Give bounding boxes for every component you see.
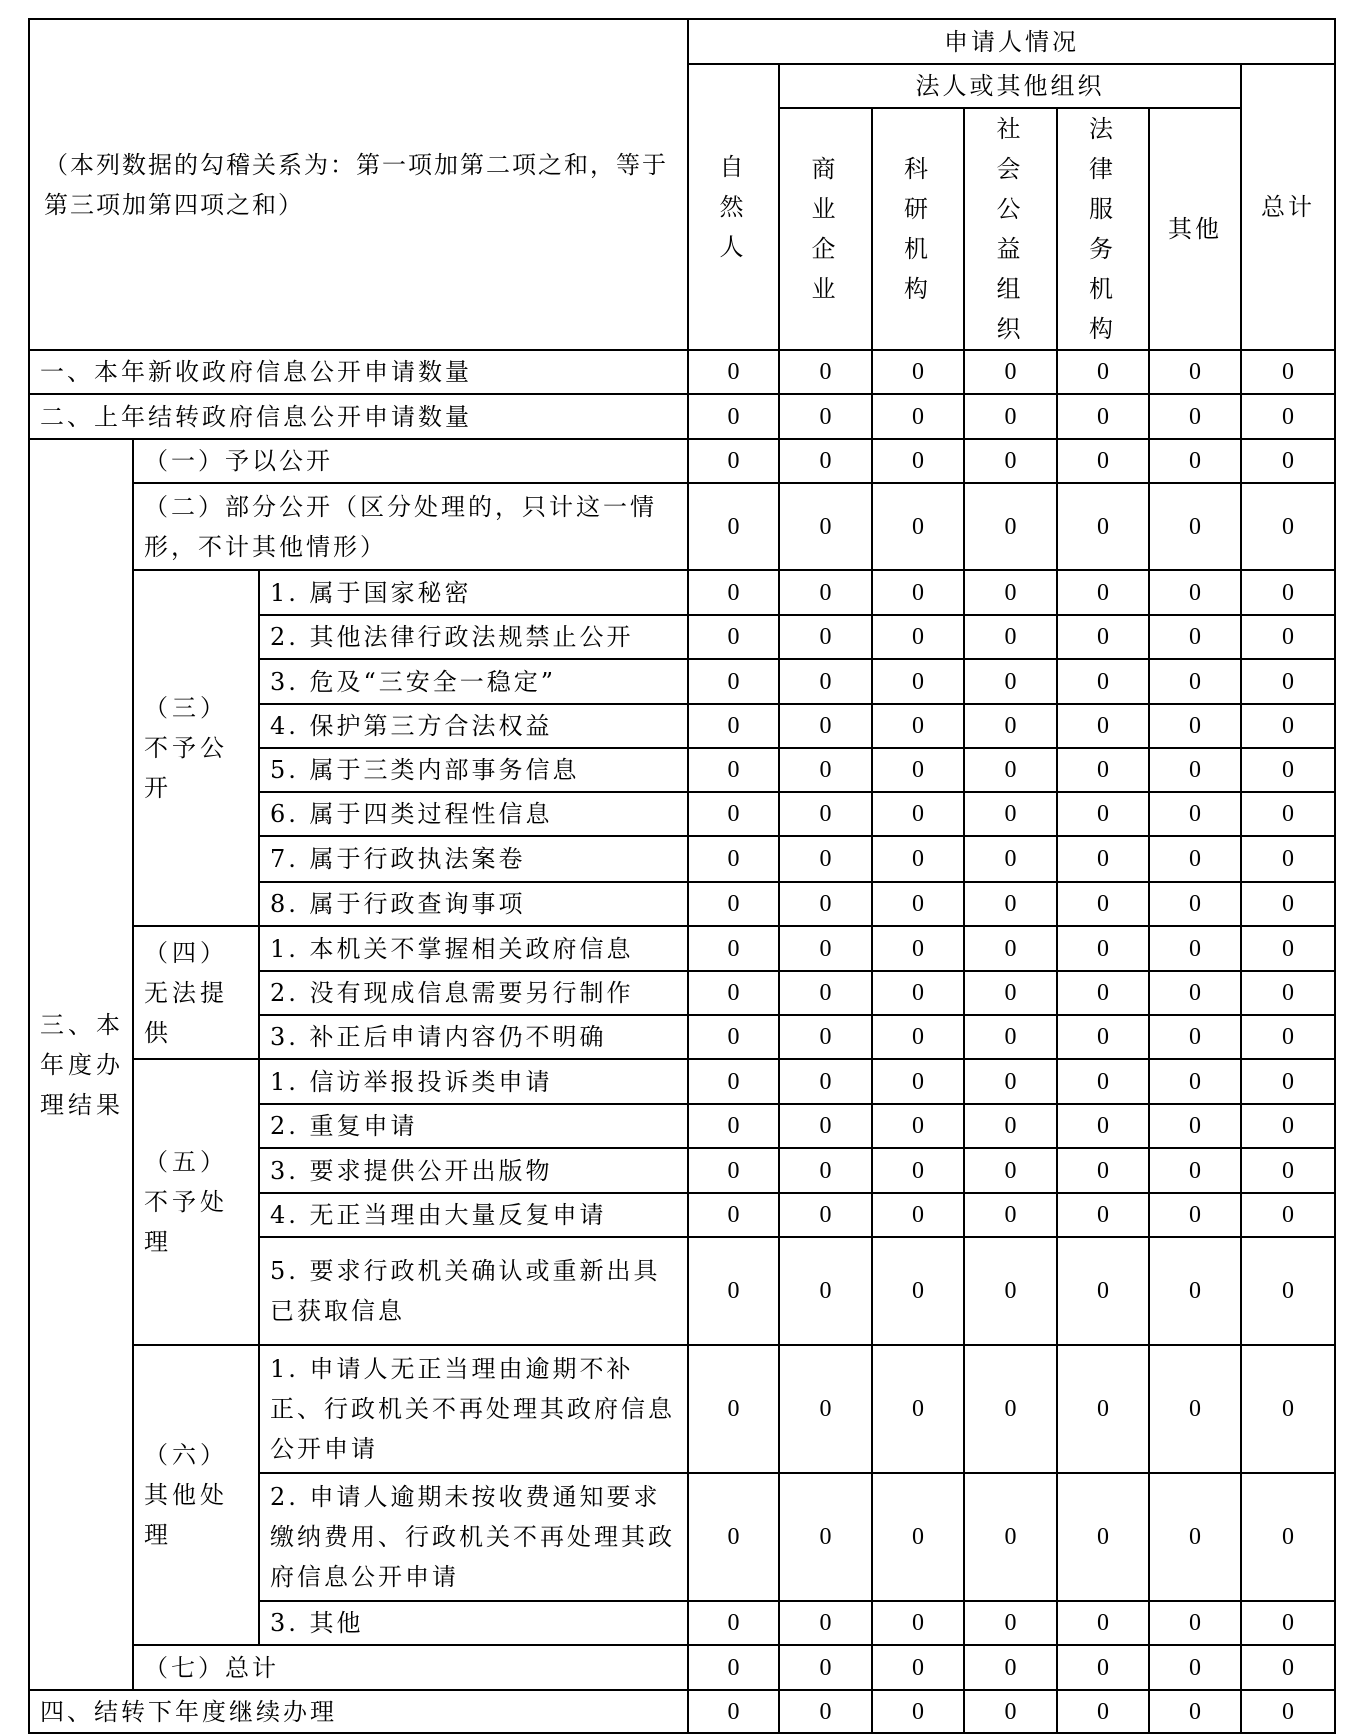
row-label-item: 6. 属于四类过程性信息 (259, 792, 688, 836)
value-cell: 0 (872, 971, 964, 1015)
table-row (29, 394, 1335, 439)
value-cell: 0 (1241, 971, 1335, 1015)
value-cell: 0 (1057, 1473, 1149, 1601)
row-label-item: 7. 属于行政执法案卷 (259, 836, 688, 882)
value-cell: 0 (1241, 1645, 1335, 1690)
value-cell: 0 (779, 882, 872, 926)
value-cell: 0 (1057, 483, 1149, 570)
value-cell: 0 (1057, 1345, 1149, 1473)
header-commercial (779, 108, 872, 350)
value-cell: 0 (872, 1345, 964, 1473)
value-cell: 0 (688, 394, 779, 439)
value-cell: 0 (964, 1193, 1057, 1237)
value-cell: 0 (964, 792, 1057, 836)
value-cell: 0 (1149, 394, 1241, 439)
value-cell: 0 (688, 882, 779, 926)
value-cell: 0 (964, 394, 1057, 439)
value-cell: 0 (779, 1015, 872, 1059)
value-cell: 0 (872, 1473, 964, 1601)
value-cell: 0 (779, 394, 872, 439)
row-label-other-processing-text: （六）其他处理 (144, 1441, 228, 1549)
value-cell: 0 (872, 1601, 964, 1645)
value-cell: 0 (964, 615, 1057, 659)
row-label-not-disclosed (133, 570, 259, 926)
value-cell: 0 (779, 1059, 872, 1104)
table-row (29, 483, 1335, 570)
value-cell: 0 (872, 615, 964, 659)
value-cell: 0 (1241, 882, 1335, 926)
row-label-not-processed (133, 1059, 259, 1345)
value-cell: 0 (964, 1473, 1057, 1601)
value-cell: 0 (872, 704, 964, 748)
value-cell: 0 (872, 483, 964, 570)
value-cell: 0 (872, 570, 964, 615)
value-cell: 0 (1241, 792, 1335, 836)
row-label-item: 5. 要求行政机关确认或重新出具已获取信息 (259, 1237, 688, 1345)
value-cell: 0 (872, 1645, 964, 1690)
value-cell: 0 (779, 1601, 872, 1645)
value-cell: 0 (872, 748, 964, 792)
value-cell: 0 (872, 926, 964, 971)
value-cell: 0 (1241, 1601, 1335, 1645)
table-row (29, 439, 1335, 483)
value-cell: 0 (1241, 483, 1335, 570)
value-cell: 0 (1149, 882, 1241, 926)
row-label-item: 1. 申请人无正当理由逾期不补正、行政机关不再处理其政府信息公开申请 (259, 1345, 688, 1473)
value-cell: 0 (1149, 1473, 1241, 1601)
header-social-welfare-text: 社会公益组织 (996, 115, 1025, 343)
table-row (29, 1345, 1335, 1473)
value-cell: 0 (1057, 1104, 1149, 1148)
value-cell: 0 (964, 570, 1057, 615)
value-cell: 0 (688, 792, 779, 836)
value-cell: 0 (1241, 1345, 1335, 1473)
value-cell: 0 (1149, 926, 1241, 971)
value-cell: 0 (688, 1059, 779, 1104)
value-cell: 0 (1149, 1645, 1241, 1690)
row-label-item: 4. 无正当理由大量反复申请 (259, 1193, 688, 1237)
value-cell: 0 (779, 570, 872, 615)
header-social-welfare (964, 108, 1057, 350)
value-cell: 0 (1057, 394, 1149, 439)
value-cell: 0 (779, 971, 872, 1015)
row-label-other-processing (133, 1345, 259, 1645)
value-cell: 0 (1149, 1345, 1241, 1473)
value-cell: 0 (1149, 1015, 1241, 1059)
value-cell: 0 (872, 1015, 964, 1059)
value-cell: 0 (1149, 1148, 1241, 1193)
value-cell: 0 (872, 882, 964, 926)
header-total: 总计 (1241, 64, 1335, 350)
value-cell: 0 (688, 1345, 779, 1473)
value-cell: 0 (1057, 570, 1149, 615)
value-cell: 0 (964, 1601, 1057, 1645)
value-cell: 0 (964, 1645, 1057, 1690)
value-cell: 0 (1149, 704, 1241, 748)
value-cell: 0 (779, 1690, 872, 1733)
value-cell: 0 (779, 350, 872, 394)
value-cell: 0 (1057, 1015, 1149, 1059)
row-label-disclosed: （一）予以公开 (133, 439, 688, 483)
value-cell: 0 (779, 1473, 872, 1601)
value-cell: 0 (779, 1148, 872, 1193)
table-row (29, 350, 1335, 394)
value-cell: 0 (779, 1237, 872, 1345)
header-research (872, 108, 964, 350)
value-cell: 0 (688, 1104, 779, 1148)
value-cell: 0 (688, 1015, 779, 1059)
value-cell: 0 (688, 1473, 779, 1601)
value-cell: 0 (779, 1193, 872, 1237)
value-cell: 0 (688, 1193, 779, 1237)
value-cell: 0 (1149, 483, 1241, 570)
value-cell: 0 (1241, 704, 1335, 748)
value-cell: 0 (688, 1601, 779, 1645)
value-cell: 0 (872, 1237, 964, 1345)
value-cell: 0 (1057, 1059, 1149, 1104)
table-row (29, 926, 1335, 971)
value-cell: 0 (872, 659, 964, 704)
value-cell: 0 (964, 1237, 1057, 1345)
header-research-text: 科研机构 (904, 155, 932, 303)
value-cell: 0 (964, 926, 1057, 971)
value-cell: 0 (1241, 1193, 1335, 1237)
value-cell: 0 (688, 659, 779, 704)
government-info-disclosure-table (28, 18, 1336, 1734)
value-cell: 0 (1149, 350, 1241, 394)
row-label-not-processed-text: （五）不予处理 (144, 1148, 228, 1256)
row-label-not-disclosed-text: （三）不予公开 (144, 694, 228, 802)
value-cell: 0 (779, 836, 872, 882)
value-cell: 0 (872, 1148, 964, 1193)
value-cell: 0 (1241, 1104, 1335, 1148)
value-cell: 0 (688, 1237, 779, 1345)
value-cell: 0 (964, 1104, 1057, 1148)
value-cell: 0 (1149, 836, 1241, 882)
value-cell: 0 (688, 615, 779, 659)
table-row (29, 1690, 1335, 1733)
value-cell: 0 (1149, 792, 1241, 836)
value-cell: 0 (1149, 1059, 1241, 1104)
row-label-item: 2. 没有现成信息需要另行制作 (259, 971, 688, 1015)
value-cell: 0 (688, 971, 779, 1015)
value-cell: 0 (872, 394, 964, 439)
value-cell: 0 (872, 1104, 964, 1148)
value-cell: 0 (964, 748, 1057, 792)
value-cell: 0 (1057, 1237, 1149, 1345)
header-natural-person-text: 自然人 (719, 153, 748, 261)
value-cell: 0 (872, 439, 964, 483)
value-cell: 0 (964, 1059, 1057, 1104)
value-cell: 0 (688, 483, 779, 570)
value-cell: 0 (1057, 748, 1149, 792)
value-cell: 0 (1149, 615, 1241, 659)
row-label-item: 4. 保护第三方合法权益 (259, 704, 688, 748)
value-cell: 0 (688, 926, 779, 971)
value-cell: 0 (688, 570, 779, 615)
value-cell: 0 (1149, 971, 1241, 1015)
value-cell: 0 (1149, 748, 1241, 792)
row-label-item: 2. 申请人逾期未按收费通知要求缴纳费用、行政机关不再处理其政府信息公开申请 (259, 1473, 688, 1601)
value-cell: 0 (1057, 836, 1149, 882)
row-label-carry-forward: 四、结转下年度继续办理 (29, 1690, 688, 1733)
value-cell: 0 (1241, 1473, 1335, 1601)
value-cell: 0 (1241, 394, 1335, 439)
value-cell: 0 (779, 1645, 872, 1690)
value-cell: 0 (1241, 615, 1335, 659)
row-label-item: 5. 属于三类内部事务信息 (259, 748, 688, 792)
value-cell: 0 (1149, 439, 1241, 483)
value-cell: 0 (688, 1690, 779, 1733)
value-cell: 0 (779, 704, 872, 748)
value-cell: 0 (1149, 659, 1241, 704)
value-cell: 0 (779, 1345, 872, 1473)
value-cell: 0 (1149, 1104, 1241, 1148)
value-cell: 0 (779, 1104, 872, 1148)
row-label-item: 3. 危及“三安全一稳定” (259, 659, 688, 704)
row-label-new-requests: 一、本年新收政府信息公开申请数量 (29, 350, 688, 394)
value-cell: 0 (1057, 704, 1149, 748)
value-cell: 0 (964, 659, 1057, 704)
header-legal-service-text: 法律服务机构 (1089, 115, 1117, 343)
header-legal-service (1057, 108, 1149, 350)
row-label-item: 2. 其他法律行政法规禁止公开 (259, 615, 688, 659)
value-cell: 0 (872, 1193, 964, 1237)
value-cell: 0 (964, 704, 1057, 748)
value-cell: 0 (1057, 659, 1149, 704)
table-note: （本列数据的勾稽关系为：第一项加第二项之和，等于第三项加第四项之和） (29, 19, 688, 350)
value-cell: 0 (964, 882, 1057, 926)
row-label-annual-results-text: 三、本年度办理结果 (40, 1010, 124, 1119)
value-cell: 0 (1057, 971, 1149, 1015)
value-cell: 0 (1149, 1237, 1241, 1345)
value-cell: 0 (1057, 615, 1149, 659)
table-row (29, 570, 1335, 615)
value-cell: 0 (1241, 1237, 1335, 1345)
header-commercial-text: 商业企业 (811, 155, 840, 303)
header-legal-entity-group: 法人或其他组织 (779, 64, 1241, 108)
value-cell: 0 (964, 836, 1057, 882)
value-cell: 0 (1241, 350, 1335, 394)
value-cell: 0 (1057, 439, 1149, 483)
value-cell: 0 (964, 1015, 1057, 1059)
value-cell: 0 (1057, 1193, 1149, 1237)
value-cell: 0 (1241, 570, 1335, 615)
value-cell: 0 (779, 659, 872, 704)
value-cell: 0 (1149, 1690, 1241, 1733)
row-label-item: 3. 补正后申请内容仍不明确 (259, 1015, 688, 1059)
value-cell: 0 (779, 439, 872, 483)
value-cell: 0 (1241, 439, 1335, 483)
header-applicant-situation: 申请人情况 (688, 19, 1335, 64)
value-cell: 0 (872, 350, 964, 394)
value-cell: 0 (1149, 1193, 1241, 1237)
value-cell: 0 (779, 483, 872, 570)
value-cell: 0 (1241, 1148, 1335, 1193)
value-cell: 0 (1241, 1059, 1335, 1104)
value-cell: 0 (688, 748, 779, 792)
row-label-item: 2. 重复申请 (259, 1104, 688, 1148)
value-cell: 0 (1057, 926, 1149, 971)
row-label-cannot-provide-text: （四）无法提供 (144, 938, 228, 1047)
value-cell: 0 (1057, 1645, 1149, 1690)
value-cell: 0 (688, 1645, 779, 1690)
value-cell: 0 (1057, 1601, 1149, 1645)
value-cell: 0 (1241, 659, 1335, 704)
value-cell: 0 (779, 748, 872, 792)
header-other: 其他 (1149, 108, 1241, 350)
value-cell: 0 (872, 792, 964, 836)
value-cell: 0 (964, 971, 1057, 1015)
value-cell: 0 (1241, 836, 1335, 882)
value-cell: 0 (964, 1345, 1057, 1473)
value-cell: 0 (1241, 748, 1335, 792)
value-cell: 0 (1057, 882, 1149, 926)
row-label-item: 1. 信访举报投诉类申请 (259, 1059, 688, 1104)
value-cell: 0 (779, 926, 872, 971)
value-cell: 0 (1241, 1690, 1335, 1733)
value-cell: 0 (1057, 350, 1149, 394)
row-label-partially-disclosed: （二）部分公开（区分处理的，只计这一情形，不计其他情形） (133, 483, 688, 570)
value-cell: 0 (1149, 570, 1241, 615)
value-cell: 0 (688, 350, 779, 394)
value-cell: 0 (1057, 792, 1149, 836)
row-label-subtotal: （七）总计 (133, 1645, 688, 1690)
value-cell: 0 (964, 350, 1057, 394)
value-cell: 0 (688, 1148, 779, 1193)
table-row (29, 1645, 1335, 1690)
header-natural-person (688, 64, 779, 350)
value-cell: 0 (1057, 1690, 1149, 1733)
value-cell: 0 (872, 1690, 964, 1733)
row-label-item: 3. 其他 (259, 1601, 688, 1645)
row-label-item: 3. 要求提供公开出版物 (259, 1148, 688, 1193)
value-cell: 0 (688, 439, 779, 483)
value-cell: 0 (1241, 1015, 1335, 1059)
row-label-carried-over: 二、上年结转政府信息公开申请数量 (29, 394, 688, 439)
value-cell: 0 (964, 1148, 1057, 1193)
value-cell: 0 (779, 615, 872, 659)
value-cell: 0 (964, 439, 1057, 483)
value-cell: 0 (964, 1690, 1057, 1733)
value-cell: 0 (688, 704, 779, 748)
value-cell: 0 (1149, 1601, 1241, 1645)
row-label-item: 8. 属于行政查询事项 (259, 882, 688, 926)
row-label-cannot-provide (133, 926, 259, 1059)
value-cell: 0 (872, 1059, 964, 1104)
value-cell: 0 (872, 836, 964, 882)
value-cell: 0 (1241, 926, 1335, 971)
value-cell: 0 (688, 836, 779, 882)
value-cell: 0 (779, 792, 872, 836)
row-label-item: 1. 属于国家秘密 (259, 570, 688, 615)
row-label-annual-results (29, 439, 133, 1690)
table-row (29, 1059, 1335, 1104)
row-label-item: 1. 本机关不掌握相关政府信息 (259, 926, 688, 971)
value-cell: 0 (964, 483, 1057, 570)
value-cell: 0 (1057, 1148, 1149, 1193)
